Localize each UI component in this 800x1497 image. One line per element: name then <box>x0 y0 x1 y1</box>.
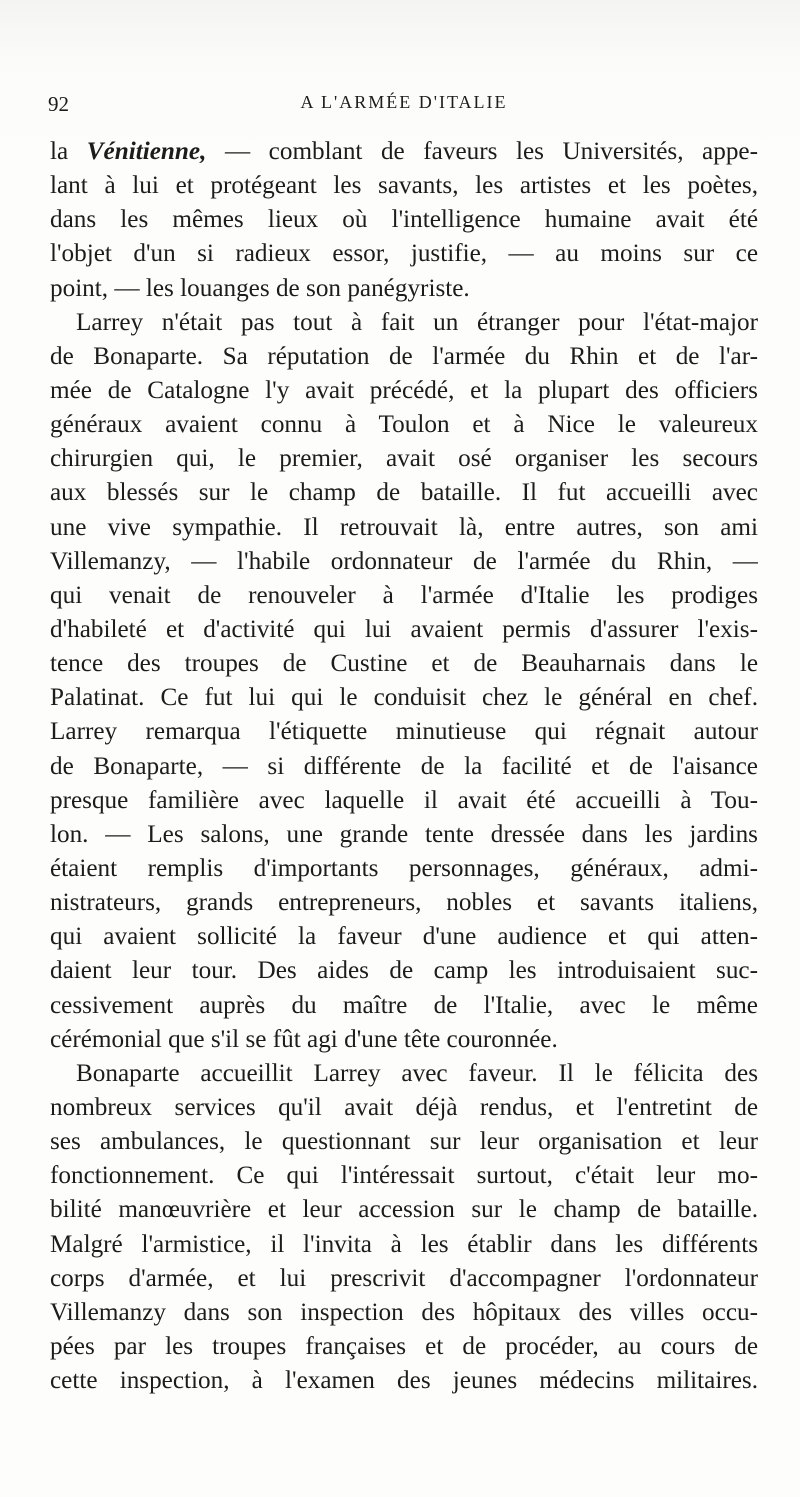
text-line: tence des troupes de Custine et de Beauharnais dans le <box>50 650 758 678</box>
page-number: 92 <box>48 92 69 116</box>
body-text <box>50 135 758 1398</box>
text-line: cérémonial que s'il se fût agi d'une tête couronnée. <box>50 1025 558 1053</box>
text-line: de Bonaparte, — si différente de la facilité et de l'aisance <box>50 752 758 780</box>
paragraph-start-line: Larrey n'était pas tout à fait un étranger pour l'état-major <box>76 308 758 336</box>
text-line: aux blessés sur le champ de bataille. Il fut accueilli avec <box>50 479 758 507</box>
text-line: l'objet d'un si radieux essor, justifie, — au moins sur ce <box>50 240 758 268</box>
text-line: corps d'armée, et lui prescrivit d'accompagner l'ordonnateur <box>50 1264 758 1292</box>
text-line: lon. — Les salons, une grande tente dressée dans les jardins <box>50 820 758 848</box>
text-line: généraux avaient connu à Toulon et à Nice le valeureux <box>50 411 758 439</box>
text-line: Villemanzy dans son inspection des hôpitaux des villes occu- <box>50 1298 758 1326</box>
paragraph-start-line: Bonaparte accueillit Larrey avec faveur. Il le félicita des <box>76 1059 758 1087</box>
text-line: presque familière avec laquelle il avait été accueilli à Tou- <box>50 786 758 814</box>
text-line: qui avaient sollicité la faveur d'une audience et qui atten- <box>50 923 758 951</box>
text-line: ses ambulances, le questionnant sur leur organisation et leur <box>50 1128 758 1156</box>
text-line: fonctionnement. Ce qui l'intéressait surtout, c'était leur mo- <box>50 1162 758 1190</box>
text-line: daient leur tour. Des aides de camp les introduisaient suc- <box>50 957 758 985</box>
text-line: Malgré l'armistice, il l'invita à les établir dans les différents <box>50 1230 758 1258</box>
text-line: chirurgien qui, le premier, avait osé organiser les secours <box>50 445 758 473</box>
text-line: point, — les louanges de son panégyriste. <box>50 274 470 302</box>
text-line: étaient remplis d'importants personnages, généraux, admi- <box>50 854 758 882</box>
text-line: une vive sympathie. Il retrouvait là, entre autres, son ami <box>50 513 758 541</box>
text-line: qui venait de renouveler à l'armée d'Italie les prodiges <box>50 581 758 609</box>
text-line: de Bonaparte. Sa réputation de l'armée du Rhin et de l'ar- <box>50 342 758 370</box>
text-line: Larrey remarqua l'étiquette minutieuse qui régnait autour <box>50 718 758 746</box>
running-title: A L'ARMÉE D'ITALIE <box>300 92 508 112</box>
text-line: d'habileté et d'activité qui lui avaient permis d'assurer l'exis- <box>50 615 758 643</box>
page-header <box>48 92 760 122</box>
text-line: Villemanzy, — l'habile ordonnateur de l'armée du Rhin, — <box>50 547 758 575</box>
text-line: dans les mêmes lieux où l'intelligence humaine avait été <box>50 206 758 234</box>
text-line: nombreux services qu'il avait déjà rendus, et l'entretint de <box>50 1093 758 1121</box>
text-line: mée de Catalogne l'y avait précédé, et la plupart des officiers <box>50 376 758 404</box>
text-line: pées par les troupes françaises et de procéder, au cours de <box>50 1332 758 1360</box>
emphasized-word: Vénitienne, <box>86 138 207 165</box>
text-line: bilité manœuvrière et leur accession sur le champ de bataille. <box>50 1196 758 1224</box>
text-line: nistrateurs, grands entrepreneurs, nobles et savants italiens, <box>50 889 758 917</box>
text-line: lant à lui et protégeant les savants, les artistes et les poètes, <box>50 172 758 200</box>
text-line: cessivement auprès du maître de l'Italie, avec le même <box>50 991 758 1019</box>
text-line: la Vénitienne, — comblant de faveurs les Universités, appe- <box>50 138 758 165</box>
text-line: Palatinat. Ce fut lui qui le conduisit chez le général en chef. <box>50 684 758 712</box>
text-line: cette inspection, à l'examen des jeunes médecins militaires. <box>50 1367 758 1395</box>
